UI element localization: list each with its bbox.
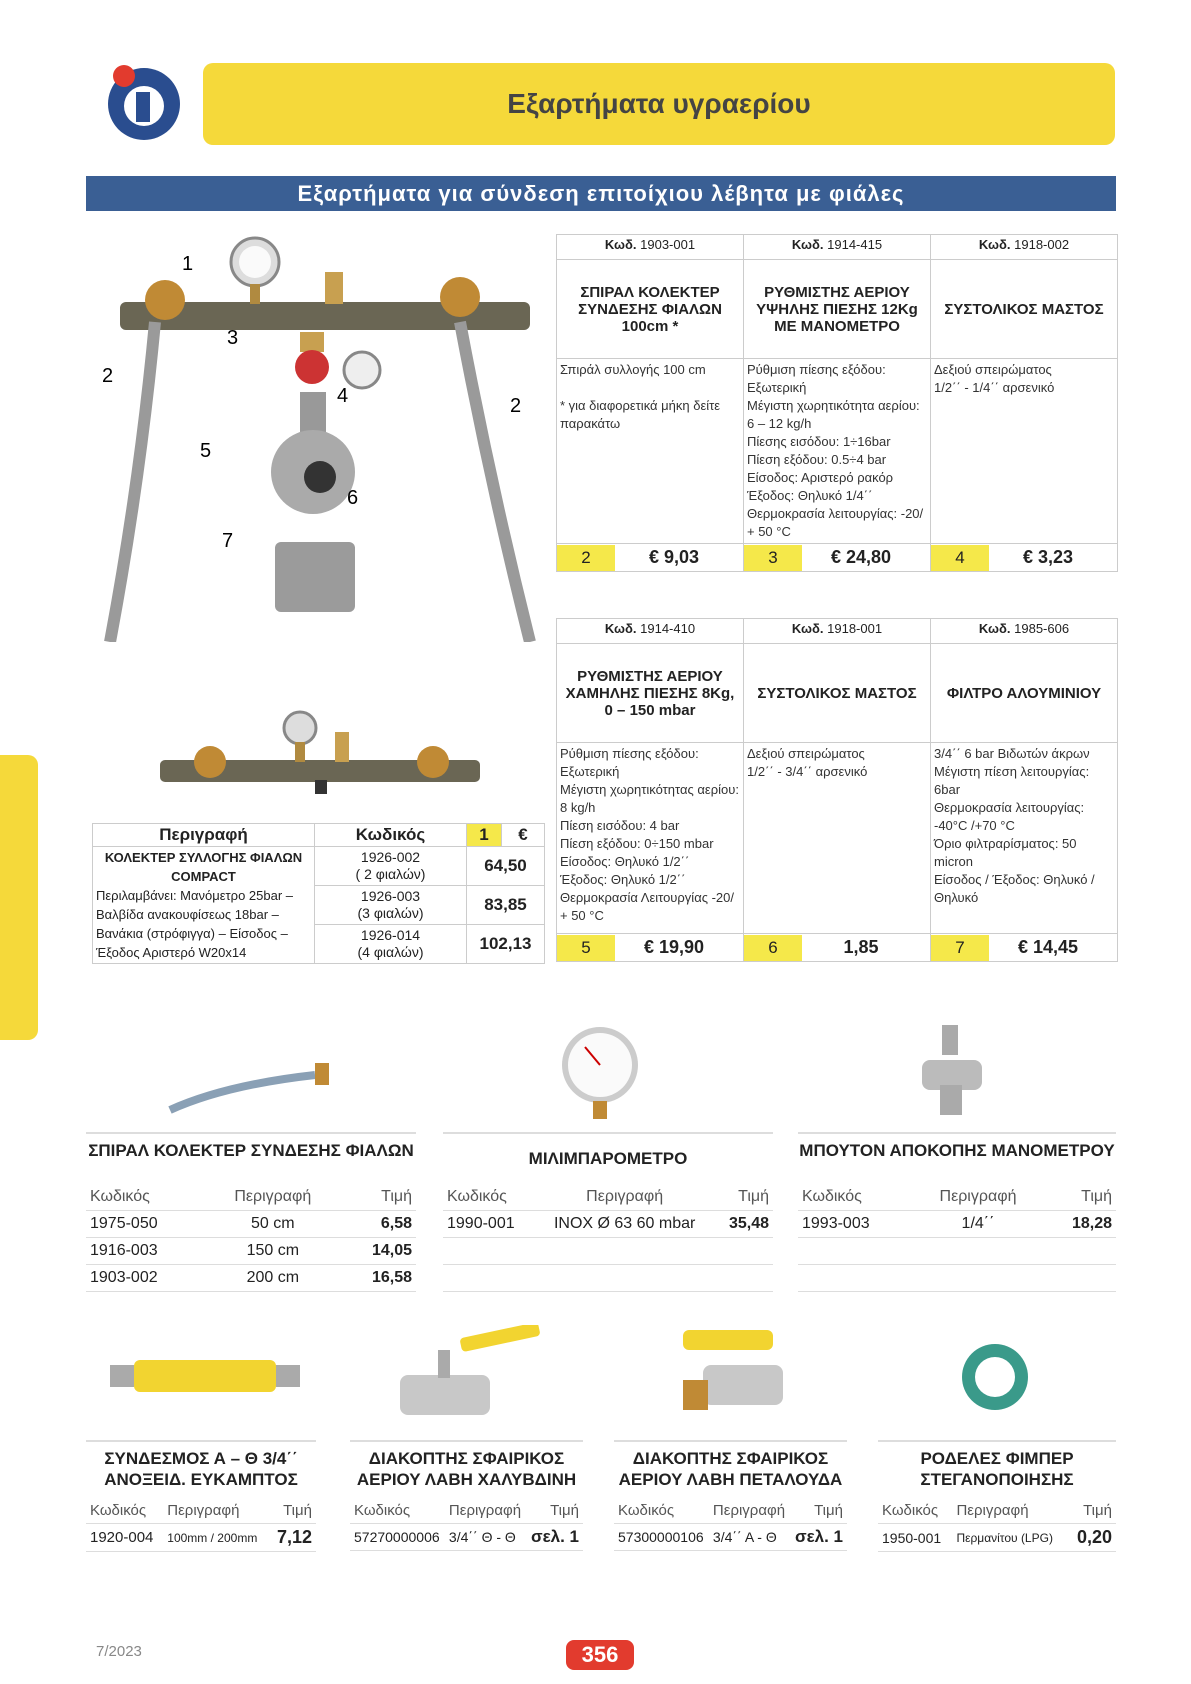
compact-code: 1926-003 bbox=[360, 888, 421, 904]
table-cell: 50 cm bbox=[206, 1211, 340, 1238]
price-cell: 6 1,85 bbox=[744, 934, 931, 962]
table-cell: 1990-001 bbox=[443, 1211, 534, 1238]
col-price: Τιμή bbox=[715, 1184, 773, 1211]
col-desc: Περιγραφή bbox=[709, 1497, 790, 1524]
product-title: ΔΙΑΚΟΠΤΗΣ ΣΦΑΙΡΙΚΟΣ ΑΕΡΙΟΥ ΛΑΒΗ ΧΑΛΥΒΔΙΝΗ bbox=[350, 1440, 583, 1490]
code-cell: Κωδ. 1914-410 bbox=[557, 619, 744, 644]
company-logo bbox=[104, 62, 184, 142]
table-cell: 100mm / 200mm bbox=[163, 1524, 269, 1552]
header-desc: Περιγραφή bbox=[93, 824, 315, 847]
compact-code: 1926-014 bbox=[360, 927, 421, 943]
product-table-row1 bbox=[556, 234, 1118, 572]
page-ref-link[interactable]: σελ. 1 bbox=[526, 1524, 583, 1551]
col-price: Τιμή bbox=[1068, 1497, 1116, 1524]
compact-price: 83,85 bbox=[467, 886, 545, 925]
table-cell: 3/4΄΄ Θ - Θ bbox=[445, 1524, 526, 1551]
table-cell: 18,28 bbox=[1043, 1211, 1116, 1238]
col-code: Κωδικός bbox=[86, 1497, 163, 1524]
code-cell: Κωδ. 1985-606 bbox=[931, 619, 1118, 644]
product-name: ΡΥΘΜΙΣΤΗΣ ΑΕΡΙΟΥ ΧΑΜΗΛΗΣ ΠΙΕΣΗΣ 8Kg, 0 – 150 mbar bbox=[557, 644, 744, 743]
ball-valve-butterfly-table bbox=[614, 1497, 847, 1551]
compact-price: 64,50 bbox=[467, 847, 545, 886]
table-cell: 150 cm bbox=[206, 1238, 340, 1265]
price-cell: 4 € 3,23 bbox=[931, 544, 1118, 572]
col-desc: Περιγραφή bbox=[445, 1497, 526, 1524]
product-name: ΣΥΣΤΟΛΙΚΟΣ ΜΑΣΤΟΣ bbox=[931, 260, 1118, 359]
product-desc: Ρύθμιση πίεσης εξόδου: Εξωτερική Μέγιστη χωρητικότητα αερίου: 6 – 12 kg/h Πίεσης εισόδου: 1÷16bar Πίεση εξόδου: 0.5÷4 bar Είσοδος: Αριστερό ρακόρ Έξοδος: Θηλυκό 1/4΄΄ Θερμοκρασία λειτουργίας: -20/ + 50 °C bbox=[744, 359, 931, 544]
table-cell: 3/4΄΄ Α - Θ bbox=[709, 1524, 790, 1551]
price-cell: 2 € 9,03 bbox=[557, 544, 744, 572]
table-cell: 16,58 bbox=[340, 1265, 416, 1292]
col-price: Τιμή bbox=[269, 1497, 316, 1524]
product-name: ΦΙΛΤΡΟ ΑΛΟΥΜΙΝΙΟΥ bbox=[931, 644, 1118, 743]
price-cell: 7 € 14,45 bbox=[931, 934, 1118, 962]
product-name: ΣΥΣΤΟΛΙΚΟΣ ΜΑΣΤΟΣ bbox=[744, 644, 931, 743]
product-desc: Δεξιού σπειρώματος 1/2΄΄ - 3/4΄΄ αρσενικό bbox=[744, 743, 931, 934]
table-cell: 1993-003 bbox=[798, 1211, 913, 1238]
code-cell: Κωδ. 1903-001 bbox=[557, 235, 744, 260]
ball-valve-steel-table bbox=[350, 1497, 583, 1551]
product-title: ΔΙΑΚΟΠΤΗΣ ΣΦΑΙΡΙΚΟΣ ΑΕΡΙΟΥ ΛΑΒΗ ΠΕΤΑΛΟΥΔΑ bbox=[614, 1440, 847, 1490]
product-desc: Ρύθμιση πίεσης εξόδου: Εξωτερική Μέγιστη χωρητικότητας αερίου: 8 kg/h Πίεση εισόδου: 4 bar Πίεση εξόδου: 0÷150 mbar Είσοδος: Θηλυκό 1/2΄΄ Έξοδος: Θηλυκό 1/2΄΄ Θερμοκρασία Λειτουργίας -20/ + 50 °C bbox=[557, 743, 744, 934]
callout-3: 3 bbox=[227, 327, 239, 349]
callout-4: 4 bbox=[337, 385, 349, 407]
compact-price: 102,13 bbox=[467, 925, 545, 964]
fiber-washer-table bbox=[878, 1497, 1116, 1552]
page-number: 356 bbox=[566, 1640, 634, 1670]
product-table-row2 bbox=[556, 618, 1118, 962]
table-cell: 1/4΄΄ bbox=[913, 1211, 1043, 1238]
table-cell: 7,12 bbox=[269, 1524, 316, 1552]
table-cell: 1916-003 bbox=[86, 1238, 206, 1265]
table-cell: 1950-001 bbox=[878, 1524, 952, 1552]
price-cell: 3 € 24,80 bbox=[744, 544, 931, 572]
callout-7: 7 bbox=[222, 530, 234, 552]
col-desc: Περιγραφή bbox=[163, 1497, 269, 1524]
col-code: Κωδικός bbox=[798, 1184, 913, 1211]
ball-valve-butterfly-image bbox=[678, 1325, 788, 1425]
table-cell: 57300000106 bbox=[614, 1524, 709, 1551]
col-desc: Περιγραφή bbox=[952, 1497, 1068, 1524]
header-num: 1 bbox=[467, 824, 502, 847]
table-cell: 1920-004 bbox=[86, 1524, 163, 1552]
page-title: Εξαρτήματα υγραερίου bbox=[203, 63, 1115, 145]
code-cell: Κωδ. 1914-415 bbox=[744, 235, 931, 260]
spiral-hose-image bbox=[165, 1055, 335, 1115]
compact-title: ΚΟΛΕΚΤΕΡ ΣΥΛΛΟΓΗΣ ΦΙΑΛΩΝ COMPACT bbox=[104, 850, 303, 884]
product-title: ΜΙΛΙΜΠΑΡΟΜΕΤΡΟ bbox=[443, 1132, 773, 1169]
compact-desc: Περιλαμβάνει: Μανόμετρο 25bar – Βαλβίδα ανακουφίσεως 18bar – Βανάκια (στρόφιγγα) – Είσοδος – Έξοδος Αριστερό W20x14 bbox=[96, 888, 293, 960]
issue-date: 7/2023 bbox=[96, 1643, 142, 1660]
header-code: Κωδικός bbox=[315, 824, 467, 847]
col-price: Τιμή bbox=[790, 1497, 847, 1524]
col-price: Τιμή bbox=[526, 1497, 583, 1524]
product-desc: Σπιράλ συλλογής 100 cm * για διαφορετικά μήκη δείτε παρακάτω bbox=[557, 359, 744, 544]
compact-manifold-image bbox=[155, 710, 485, 800]
product-title: ΣΠΙΡΑΛ ΚΟΛΕΚΤΕΡ ΣΥΝΔΕΣΗΣ ΦΙΑΛΩΝ bbox=[86, 1132, 416, 1161]
col-price: Τιμή bbox=[1043, 1184, 1116, 1211]
product-desc: Δεξιού σπειρώματος 1/2΄΄ - 1/4΄΄ αρσενικό bbox=[931, 359, 1118, 544]
col-desc: Περιγραφή bbox=[913, 1184, 1043, 1211]
table-cell: 14,05 bbox=[340, 1238, 416, 1265]
manometer-table bbox=[443, 1184, 773, 1292]
shutoff-button-image bbox=[912, 1025, 992, 1120]
manifold-assembly-image bbox=[100, 232, 550, 642]
table-cell: 200 cm bbox=[206, 1265, 340, 1292]
product-name: ΣΠΙΡΑΛ ΚΟΛΕΚΤΕΡ ΣΥΝΔΕΣΗΣ ΦΙΑΛΩΝ 100cm * bbox=[557, 260, 744, 359]
compact-code: 1926-002 bbox=[360, 849, 421, 865]
product-title: ΣΥΝΔΕΣΜΟΣ Α – Θ 3/4΄΄ ΑΝΟΞΕΙΔ. ΕΥΚΑΜΠΤΟΣ bbox=[86, 1440, 316, 1490]
product-title: ΡΟΔΕΛΕΣ ΦΙΜΠΕΡ ΣΤΕΓΑΝΟΠΟΙΗΣΗΣ bbox=[878, 1440, 1116, 1490]
product-desc: 3/4΄΄ 6 bar Βιδωτών άκρων Μέγιστη πίεση λειτουργίας: 6bar Θερμοκρασία λειτουργίας: -40°C /+70 °C Όριο φιλτραρίσματος: 50 micron Είσοδος / Έξοδος: Θηλυκό / Θηλυκό bbox=[931, 743, 1118, 934]
compact-sub: ( 2 φιαλών) bbox=[355, 866, 426, 882]
section-title: Εξαρτήματα για σύνδεση επιτοίχιου λέβητα με φιάλες bbox=[86, 176, 1116, 211]
callout-2-right: 2 bbox=[510, 395, 522, 417]
product-name: ΡΥΘΜΙΣΤΗΣ ΑΕΡΙΟΥ ΥΨΗΛΗΣ ΠΙΕΣΗΣ 12Kg ΜΕ ΜΑΝΟΜΕΤΡΟ bbox=[744, 260, 931, 359]
compact-sub: (4 φιαλών) bbox=[357, 944, 424, 960]
side-tab bbox=[0, 755, 38, 1040]
col-code: Κωδικός bbox=[86, 1184, 206, 1211]
table-cell: 6,58 bbox=[340, 1211, 416, 1238]
flex-connector-table bbox=[86, 1497, 316, 1552]
col-code: Κωδικός bbox=[443, 1184, 534, 1211]
col-code: Κωδικός bbox=[350, 1497, 445, 1524]
col-code: Κωδικός bbox=[878, 1497, 952, 1524]
table-cell: 57270000006 bbox=[350, 1524, 445, 1551]
col-price: Τιμή bbox=[340, 1184, 416, 1211]
spiral-hose-table bbox=[86, 1184, 416, 1292]
callout-1: 1 bbox=[182, 253, 194, 275]
code-cell: Κωδ. 1918-001 bbox=[744, 619, 931, 644]
table-cell: 0,20 bbox=[1068, 1524, 1116, 1552]
table-cell: 1975-050 bbox=[86, 1211, 206, 1238]
col-code: Κωδικός bbox=[614, 1497, 709, 1524]
callout-2-left: 2 bbox=[102, 365, 114, 387]
code-cell: Κωδ. 1918-002 bbox=[931, 235, 1118, 260]
gauge-image bbox=[555, 1025, 645, 1120]
table-cell: INOX Ø 63 60 mbar bbox=[534, 1211, 715, 1238]
page-ref-link[interactable]: σελ. 1 bbox=[790, 1524, 847, 1551]
fiber-washer-image bbox=[958, 1340, 1033, 1415]
header-currency: € bbox=[502, 824, 545, 847]
table-cell: Περμανίτου (LPG) bbox=[952, 1524, 1068, 1552]
table-cell: 1903-002 bbox=[86, 1265, 206, 1292]
col-desc: Περιγραφή bbox=[534, 1184, 715, 1211]
callout-6: 6 bbox=[347, 487, 359, 509]
price-cell: 5 € 19,90 bbox=[557, 934, 744, 962]
callout-5: 5 bbox=[200, 440, 212, 462]
compact-collector-table bbox=[92, 823, 545, 964]
flex-connector-image bbox=[110, 1355, 300, 1395]
ball-valve-steel-image bbox=[390, 1325, 550, 1425]
compact-sub: (3 φιαλών) bbox=[357, 905, 424, 921]
product-title: ΜΠΟΥΤΟΝ ΑΠΟΚΟΠΗΣ ΜΑΝΟΜΕΤΡΟΥ bbox=[798, 1132, 1116, 1161]
table-cell: 35,48 bbox=[715, 1211, 773, 1238]
shutoff-button-table bbox=[798, 1184, 1116, 1292]
col-desc: Περιγραφή bbox=[206, 1184, 340, 1211]
